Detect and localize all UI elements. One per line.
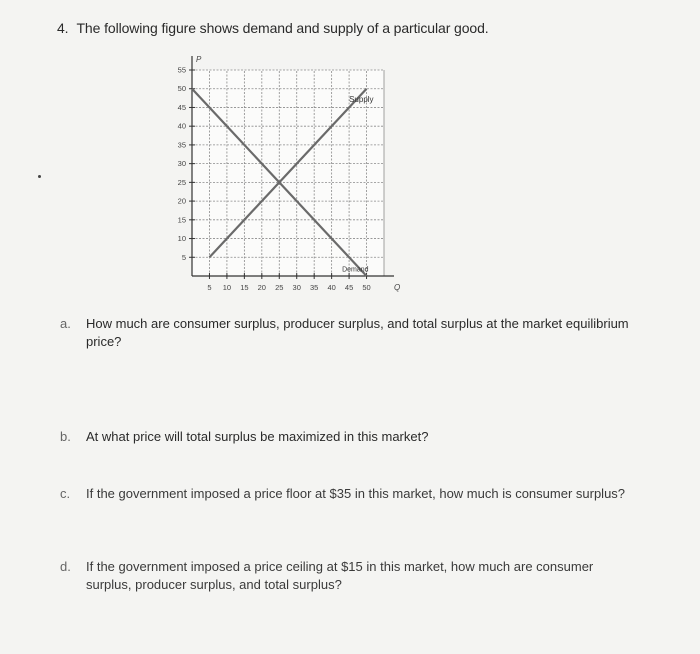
- supply-label: Supply: [349, 94, 374, 104]
- y-tick-label: 10: [177, 234, 186, 244]
- x-tick-label: 30: [292, 283, 301, 292]
- margin-dot: [38, 175, 41, 178]
- part-b: [60, 428, 640, 446]
- part-a-letter: a.: [60, 316, 71, 331]
- y-tick-label: 25: [177, 177, 186, 187]
- part-d-letter: d.: [60, 559, 71, 574]
- part-b-text: At what price will total surplus be maximized in this market?: [86, 429, 429, 444]
- chart-svg: [150, 52, 410, 302]
- y-tick-label: 45: [177, 102, 186, 112]
- part-b-letter: b.: [60, 429, 71, 444]
- y-tick-label: 5: [181, 252, 186, 262]
- part-c: [60, 485, 650, 503]
- question-text: The following figure shows demand and supply of a particular good.: [76, 20, 489, 36]
- y-tick-label: 55: [177, 65, 186, 75]
- y-tick-label: 40: [177, 121, 186, 131]
- x-tick-label: 25: [275, 283, 284, 292]
- y-tick-label: 30: [177, 159, 186, 169]
- supply-demand-chart: [150, 52, 410, 302]
- part-d-text: If the government imposed a price ceiling at $15 in this market, how much are consumer surplus, producer surplus, and total surplus?: [86, 559, 594, 592]
- x-axis-symbol: Q: [394, 283, 401, 292]
- x-tick-label: 15: [240, 283, 249, 292]
- x-tick-label: 35: [310, 283, 319, 292]
- x-tick-label: 10: [222, 283, 232, 292]
- y-tick-label: 35: [177, 140, 186, 150]
- part-a: [60, 315, 640, 351]
- demand-label: Demand: [342, 266, 369, 274]
- y-tick-label: 20: [177, 196, 186, 206]
- x-tick-label: 40: [327, 283, 336, 292]
- part-a-text: How much are consumer surplus, producer surplus, and total surplus at the market equilibrium price?: [86, 316, 629, 349]
- x-tick-label: 20: [257, 283, 266, 292]
- part-c-letter: c.: [60, 486, 71, 501]
- question-number: 4.: [57, 20, 69, 36]
- y-tick-label: 50: [177, 84, 186, 94]
- y-tick-label: 15: [177, 215, 186, 225]
- x-tick-label: 50: [362, 283, 371, 292]
- part-d: [60, 558, 620, 594]
- x-tick-label: 5: [207, 283, 212, 292]
- y-axis-symbol: P: [196, 55, 202, 64]
- question-title: [57, 20, 489, 36]
- part-c-text: If the government imposed a price floor at $35 in this market, how much is consumer surplus?: [86, 486, 626, 501]
- x-tick-label: 45: [344, 283, 354, 292]
